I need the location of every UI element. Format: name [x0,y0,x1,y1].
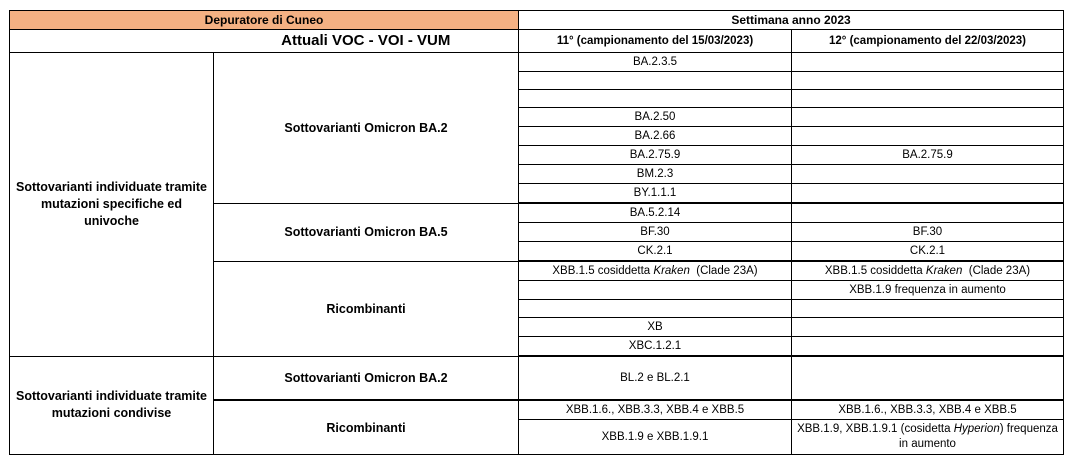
table-cell [792,90,1064,108]
table-cell [519,90,792,108]
table-cell: BA.2.50 [519,108,792,127]
table-cell [792,53,1064,72]
table-cell [792,184,1064,204]
cell-text: (Clade 23A) [689,265,758,277]
table-cell [519,281,792,300]
cell-text-italic: Kraken [653,265,690,277]
table-cell [792,261,1064,281]
cell-text-italic: Kraken [925,265,963,277]
group-shared-mutations: Sottovarianti individuate tramite mutazioni condivise [10,356,214,455]
table-cell [792,318,1064,337]
table-cell [792,72,1064,90]
table-cell: XBB.1.9 frequenza in aumento [792,281,1064,300]
table-cell [519,300,792,318]
table-cell: BF.30 [792,223,1064,242]
subgroup-ricombinanti-shared: Ricombinanti [214,400,519,455]
column-week-12: 12° (campionamento del 22/03/2023) [792,30,1064,53]
subgroup-ba2-shared: Sottovarianti Omicron BA.2 [214,356,519,400]
cell-text: ) frequenza in aumento [899,423,1058,450]
table-cell: BM.2.3 [519,165,792,184]
table-cell: BA.2.3.5 [519,53,792,72]
table-cell [519,261,792,281]
table-cell [792,203,1064,223]
table-cell [792,300,1064,318]
subgroup-ba5: Sottovarianti Omicron BA.5 [214,203,519,261]
table-cell: CK.2.1 [792,242,1064,262]
table-cell: XBB.1.9 e XBB.1.9.1 [519,420,792,455]
table-cell: BA.2.66 [519,127,792,146]
cell-text-italic: Hyperion [953,423,1000,435]
table-cell: CK.2.1 [519,242,792,262]
variants-table [9,10,1064,455]
cell-text: XBB.1.5 cosiddetta [552,265,654,277]
header-blank [10,30,214,53]
table-cell: BY.1.1.1 [519,184,792,204]
week-title: Settimana anno 2023 [519,11,1064,30]
variants-title: Attuali VOC - VOI - VUM [214,30,519,53]
table-cell [792,108,1064,127]
table-cell [792,337,1064,357]
table-cell: XBC.1.2.1 [519,337,792,357]
table-cell: BA.2.75.9 [519,146,792,165]
table-cell: BA.2.75.9 [792,146,1064,165]
cell-text: (Clade 23A) [962,265,1031,277]
table-cell: XB [519,318,792,337]
table-cell: BL.2 e BL.2.1 [519,356,792,400]
cell-text: XBB.1.5 cosiddetta [824,265,926,277]
table-cell: XBB.1.6., XBB.3.3, XBB.4 e XBB.5 [792,400,1064,420]
cell-text: XBB.1.9, XBB.1.9.1 (cosidetta [797,423,954,435]
table-cell: BA.5.2.14 [519,203,792,223]
table-cell [519,72,792,90]
table-cell: BF.30 [519,223,792,242]
table-cell [792,356,1064,400]
subgroup-ricombinanti: Ricombinanti [214,261,519,356]
table-cell [792,165,1064,184]
table-cell [792,127,1064,146]
subgroup-ba2: Sottovarianti Omicron BA.2 [214,53,519,204]
table-cell: XBB.1.6., XBB.3.3, XBB.4 e XBB.5 [519,400,792,420]
plant-title: Depuratore di Cuneo [10,11,519,30]
table-cell [792,420,1064,455]
group-specific-mutations: Sottovarianti individuate tramite mutazioni specifiche ed univoche [10,53,214,357]
column-week-11: 11° (campionamento del 15/03/2023) [519,30,792,53]
